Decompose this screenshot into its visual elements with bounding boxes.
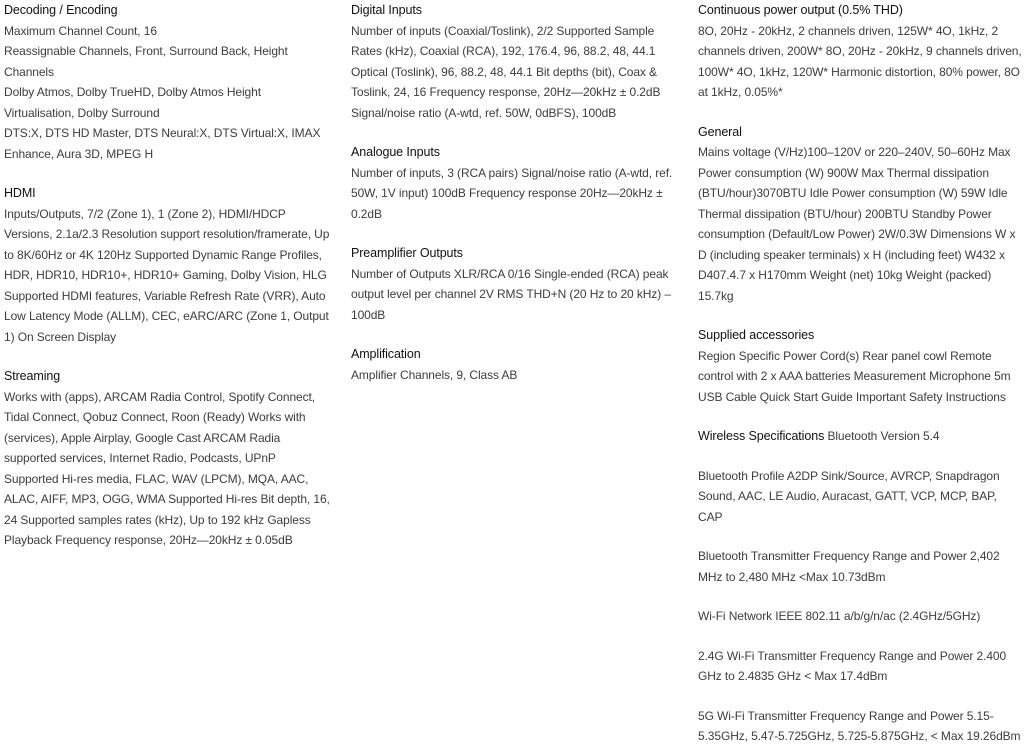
spec-line: 5G Wi-Fi Transmitter Frequency Range and Power 5.15-5.35GHz, 5.47-5.725GHz, 5.725-5.875GHz, < Max 19.26dBm [698, 708, 1021, 743]
section-heading: Streaming [4, 369, 61, 383]
section-general [698, 122, 1024, 307]
section-digital-inputs [351, 0, 677, 123]
wireless-bluetooth-transmitter [698, 546, 1024, 587]
spec-line: Mains voltage (V/Hz)100–120V or 220–240V, 50–60Hz Max Power consumption (W) 900W Max Thermal dissipation (BTU/hour)3070BTU Idle Power consumption (W) 59W Idle Thermal dissipation (BTU/hour) 200BTU Standby Power consumption (Default/Low Power) 2W/0.3W Dimensions W x D (including speaker terminals) x H (including feet) W432 x D407.4.7 x H170mm Weight (net) 10kg Weight (packed) 15.7kg [698, 145, 1016, 303]
section-heading: Amplification [351, 347, 421, 361]
section-heading: Supplied accessories [698, 328, 815, 342]
spec-line: Reassignable Channels, Front, Surround Back, Height Channels [4, 44, 288, 79]
section-heading: Digital Inputs [351, 3, 422, 17]
section-heading: Analogue Inputs [351, 145, 440, 159]
wireless-bluetooth-profile [698, 466, 1024, 528]
section-heading: Continuous power output (0.5% THD) [698, 3, 903, 17]
spec-column-3 [698, 0, 1024, 747]
wireless-first-line [698, 426, 1024, 447]
section-streaming [4, 366, 330, 551]
spec-column-1 [4, 0, 330, 570]
section-preamplifier-outputs [351, 243, 677, 325]
section-heading: Wireless Specifications [698, 429, 825, 443]
spec-line: 2.4G Wi-Fi Transmitter Frequency Range and Power 2.400 GHz to 2.4835 GHz < Max 17.4dBm [698, 648, 1007, 683]
spec-line: Number of inputs (Coaxial/Toslink), 2/2 Supported Sample Rates (kHz), Coaxial (RCA), 192, 176.4, 96, 88.2, 48, 44.1 Optical (Toslink), 96, 88.2, 48, 44.1 Bit depths (bit), Coax & Toslink, 24, 16 Frequency response, 20Hz—20kHz ± 0.2dB Signal/noise ratio (A-wtd, ref. 50W, 0dBFS), 100dB [351, 23, 661, 120]
spec-line: Inputs/Outputs, 7/2 (Zone 1), 1 (Zone 2), HDMI/HDCP Versions, 2.1a/2.3 Resolution support resolution/framerate, Up to 8K/60Hz or 4K 120Hz Supported Dynamic Range Profiles, HDR, HDR10, HDR10+, HDR10+ Gaming, Dolby Vision, HLG Supported HDMI features, Variable Refresh Rate (VRR), Auto Low Latency Mode (ALLM), CEC, eARC/ARC (Zone 1, Output 1) On Screen Display [4, 206, 330, 344]
spec-line: Dolby Atmos, Dolby TrueHD, Dolby Atmos Height Virtualisation, Dolby Surround [4, 85, 261, 120]
section-heading: General [698, 124, 742, 139]
section-power-output [698, 0, 1024, 103]
spec-line: Number of Outputs XLR/RCA 0/16 Single-ended (RCA) peak output level per channel 2V RMS THD+N (20 Hz to 20 kHz) – 100dB [351, 266, 671, 322]
spec-line: Bluetooth Transmitter Frequency Range and Power 2,402 MHz to 2,480 MHz <Max 10.73dBm [698, 549, 1000, 584]
spec-column-2 [351, 0, 677, 404]
spec-line: Wi-Fi Network IEEE 802.11 a/b/g/n/ac (2.4GHz/5GHz) [698, 609, 981, 623]
section-heading: Preamplifier Outputs [351, 246, 463, 260]
spec-line: Amplifier Channels, 9, Class AB [351, 367, 518, 382]
spec-line: Region Specific Power Cord(s) Rear panel cowl Remote control with 2 x AAA batteries Measurement Microphone 5m USB Cable Quick Start Guide Important Safety Instructions [698, 348, 1011, 404]
wireless-wifi-24g [698, 646, 1024, 687]
spec-line: Maximum Channel Count, 16 [4, 23, 157, 38]
section-wireless [698, 426, 1024, 447]
spec-line: Number of inputs, 3 (RCA pairs) Signal/noise ratio (A-wtd, ref. 50W, 1V input) 100dB Frequency response 20Hz—20kHz ± 0.2dB [351, 165, 673, 221]
spec-line: Works with (apps), ARCAM Radia Control, Spotify Connect, Tidal Connect, Qobuz Connect, Roon (Ready) Works with (services), Apple Airplay, Google Cast ARCAM Radia supported services, Internet Radio, Podcasts, UPnP Supported Hi-res media, FLAC, WAV (LPCM), MQA, AAC, ALAC, AIFF, MP3, OGG, WMA Supported Hi-res Bit depth, 16, 24 Supported samples rates (kHz), Up to 192 kHz Gapless Playback Frequency response, 20Hz—20kHz ± 0.05dB [4, 389, 330, 547]
section-amplification [351, 344, 677, 385]
section-hdmi [4, 183, 330, 347]
spec-line: Bluetooth Version 5.4 [824, 429, 940, 443]
spec-line: 8O, 20Hz - 20kHz, 2 channels driven, 125W* 4O, 1kHz, 2 channels driven, 200W* 8O, 20Hz - 20kHz, 9 channels driven, 100W* 4O, 1kHz, 120W* Harmonic distortion, 80% power, 8O at 1kHz, 0.05%* [698, 23, 1022, 99]
spec-line: DTS:X, DTS HD Master, DTS Neural:X, DTS Virtual:X, IMAX Enhance, Aura 3D, MPEG H [4, 126, 321, 161]
section-decoding [4, 0, 330, 164]
section-analogue-inputs [351, 142, 677, 224]
spec-line: Bluetooth Profile A2DP Sink/Source, AVRCP, Snapdragon Sound, AAC, LE Audio, Auracast, GATT, VCP, MCP, BAP, CAP [698, 468, 1000, 524]
section-supplied-accessories [698, 325, 1024, 407]
section-heading: HDMI [4, 186, 36, 200]
wireless-wifi-network [698, 606, 1024, 627]
section-heading: Decoding / Encoding [4, 3, 118, 17]
wireless-wifi-5g [698, 706, 1024, 747]
